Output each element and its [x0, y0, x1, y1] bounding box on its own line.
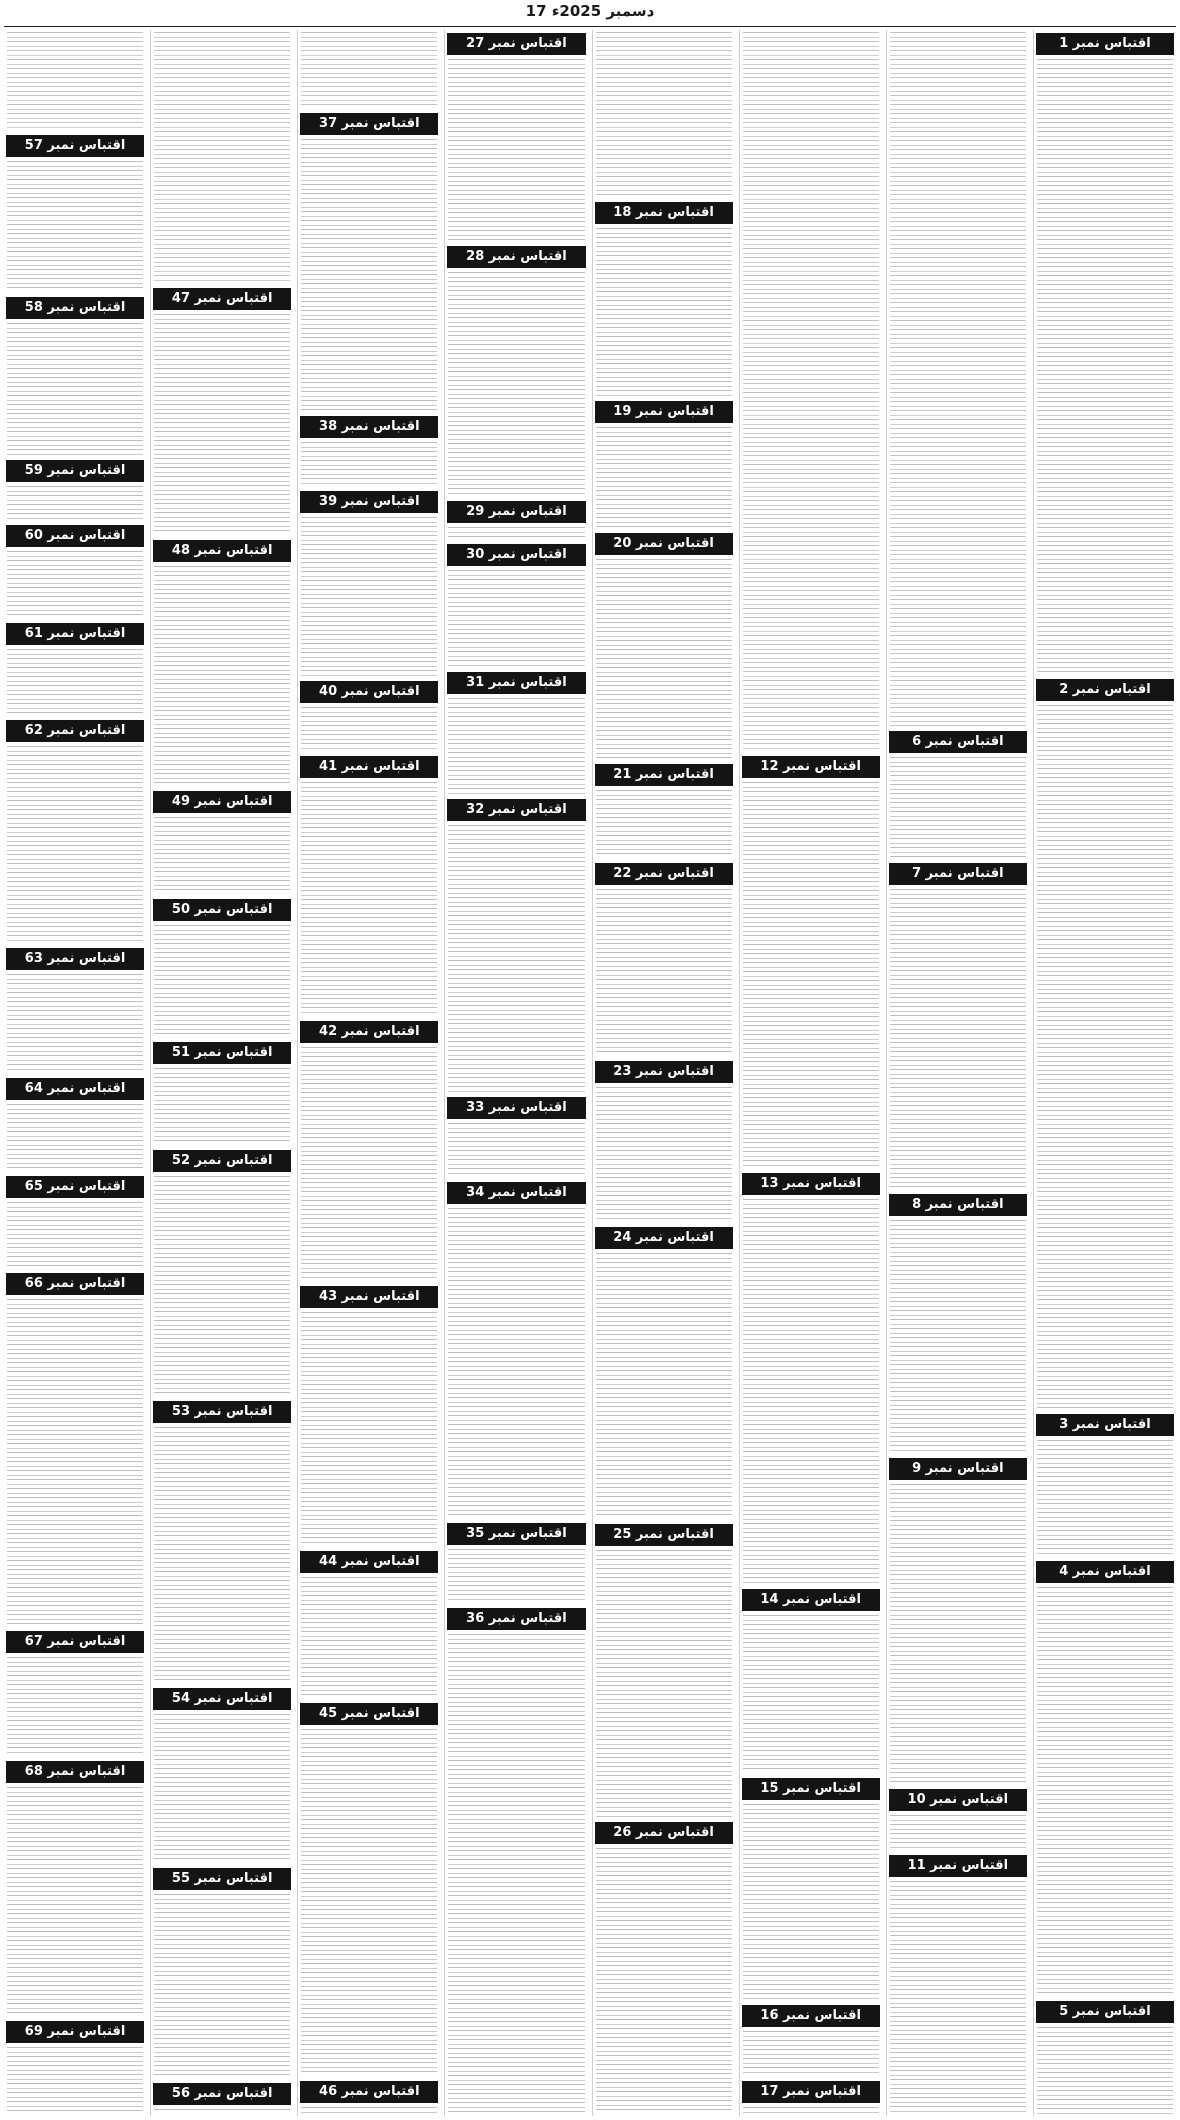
- article-body-text: [300, 515, 438, 677]
- article-heading: اقتباس نمبر 5: [1036, 2001, 1174, 2023]
- article-body-text: [889, 1482, 1027, 1785]
- page-column: [444, 30, 587, 2116]
- article-body-text: [1036, 1438, 1174, 1558]
- quote-article: [1036, 1998, 1174, 2116]
- quote-article: [447, 243, 585, 498]
- article-heading: اقتباس نمبر 55: [153, 1868, 291, 1890]
- article-heading: اقتباس نمبر 23: [595, 1061, 733, 1083]
- quote-article: [742, 2002, 880, 2078]
- article-body-text: [153, 1066, 291, 1147]
- article-body-text: [447, 525, 585, 541]
- article-body-text: [6, 484, 144, 522]
- article-heading: اقتباس نمبر 28: [447, 246, 585, 268]
- article-heading: اقتباس نمبر 19: [595, 401, 733, 423]
- quote-article: [300, 1700, 438, 2079]
- quote-article: [6, 717, 144, 945]
- article-heading: اقتباس نمبر 48: [153, 540, 291, 562]
- article-body-text: [1036, 1585, 1174, 1999]
- article-heading: اقتباس نمبر 56: [153, 2083, 291, 2105]
- article-body-text: [595, 887, 733, 1058]
- article-heading: اقتباس نمبر 49: [153, 791, 291, 813]
- article-body-text: [595, 1548, 733, 1818]
- article-heading: اقتباس نمبر 51: [153, 1042, 291, 1064]
- quote-article: [595, 1819, 733, 2116]
- article-heading: اقتباس نمبر 24: [595, 1227, 733, 1249]
- article-body-text: [447, 696, 585, 797]
- article-body-text: [889, 1879, 1027, 2116]
- page-column: [1033, 30, 1176, 2116]
- article-heading: اقتباس نمبر 45: [300, 1703, 438, 1725]
- article-heading: اقتباس نمبر 6: [889, 731, 1027, 753]
- newspaper-columns: [4, 30, 1176, 2116]
- article-body-text: [595, 425, 733, 530]
- article-heading: اقتباس نمبر 3: [1036, 1414, 1174, 1436]
- quote-article: [742, 1170, 880, 1586]
- article-body-text: [153, 2107, 291, 2116]
- article-body-text: [742, 1613, 880, 1775]
- article-heading: اقتباس نمبر 30: [447, 544, 585, 566]
- quote-article: [6, 2018, 144, 2116]
- quote-article: [6, 132, 144, 295]
- article-body-text: [1036, 2025, 1174, 2116]
- quote-article: [300, 2078, 438, 2116]
- article-body-text: [889, 1218, 1027, 1455]
- quote-article: [447, 1179, 585, 1520]
- quote-article: [742, 1775, 880, 2002]
- article-heading: اقتباس نمبر 41: [300, 756, 438, 778]
- quote-article: [447, 1520, 585, 1605]
- article-body-text: [742, 780, 880, 1169]
- article-body-text: [595, 1251, 733, 1521]
- article-heading: اقتباس نمبر 9: [889, 1458, 1027, 1480]
- quote-article: [6, 945, 144, 1075]
- article-heading: اقتباس نمبر 50: [153, 899, 291, 921]
- article-body-text: [595, 557, 733, 761]
- page-column: [150, 30, 293, 2116]
- article-body-text: [447, 57, 585, 243]
- article-body-text: [742, 2029, 880, 2078]
- quote-article: [595, 199, 733, 397]
- quote-article: [595, 1224, 733, 1521]
- article-heading: اقتباس نمبر 43: [300, 1286, 438, 1308]
- article-heading: اقتباس نمبر 20: [595, 533, 733, 555]
- article-body-text: [6, 1655, 144, 1758]
- article-heading: اقتباس نمبر 69: [6, 2021, 144, 2043]
- quote-article: [153, 1685, 291, 1864]
- quote-article: [6, 522, 144, 620]
- article-heading: اقتباس نمبر 53: [153, 1401, 291, 1423]
- article-heading: اقتباس نمبر 35: [447, 1523, 585, 1545]
- article-body-text: [447, 823, 585, 1094]
- quote-article: [595, 398, 733, 530]
- article-heading: اقتباس نمبر 44: [300, 1551, 438, 1573]
- article-heading: اقتباس نمبر 36: [447, 1608, 585, 1630]
- article-body-text: [742, 2105, 880, 2116]
- quote-article: [153, 1039, 291, 1147]
- article-body-text: [6, 159, 144, 295]
- quote-article: [6, 1173, 144, 1271]
- quote-article: [300, 753, 438, 1018]
- article-body-text: [300, 1045, 438, 1283]
- article-body-text: [153, 564, 291, 788]
- continued-text-block: [889, 30, 1027, 728]
- article-heading: اقتباس نمبر 66: [6, 1273, 144, 1295]
- quote-article: [6, 457, 144, 522]
- article-body-text: [595, 788, 733, 860]
- article-heading: اقتباس نمبر 18: [595, 202, 733, 224]
- article-heading: اقتباس نمبر 12: [742, 756, 880, 778]
- article-heading: اقتباس نمبر 52: [153, 1150, 291, 1172]
- quote-article: [1036, 676, 1174, 1411]
- quote-article: [6, 620, 144, 718]
- article-body-text: [6, 1297, 144, 1628]
- article-body-text: [1036, 57, 1174, 676]
- article-body-text: [595, 226, 733, 397]
- quote-article: [889, 1455, 1027, 1785]
- quote-article: [1036, 1411, 1174, 1558]
- quote-article: [595, 1058, 733, 1223]
- article-body-text: [6, 549, 144, 620]
- continued-text-block: [6, 30, 144, 132]
- article-heading: اقتباس نمبر 1: [1036, 33, 1174, 55]
- quote-article: [889, 860, 1027, 1190]
- quote-article: [300, 1018, 438, 1283]
- quote-article: [1036, 30, 1174, 676]
- article-heading: اقتباس نمبر 34: [447, 1182, 585, 1204]
- article-heading: اقتباس نمبر 11: [889, 1855, 1027, 1877]
- article-body-text: [6, 744, 144, 945]
- continued-text-block: [742, 30, 880, 753]
- article-heading: اقتباس نمبر 67: [6, 1631, 144, 1653]
- quote-article: [6, 1075, 144, 1173]
- article-body-text: [153, 815, 291, 896]
- quote-article: [447, 498, 585, 541]
- article-heading: اقتباس نمبر 25: [595, 1524, 733, 1546]
- article-heading: اقتباس نمبر 58: [6, 297, 144, 319]
- issue-date: 17 دسمبر 2025ء: [525, 2, 655, 20]
- quote-article: [595, 761, 733, 860]
- article-body-text: [153, 1892, 291, 2080]
- quote-article: [153, 1398, 291, 1685]
- page-column: [886, 30, 1029, 2116]
- article-body-text: [889, 887, 1027, 1190]
- quote-article: [447, 541, 585, 669]
- article-heading: اقتباس نمبر 68: [6, 1761, 144, 1783]
- quote-article: [595, 530, 733, 761]
- article-body-text: [447, 1206, 585, 1520]
- article-body-text: [153, 923, 291, 1040]
- quote-article: [595, 1521, 733, 1818]
- quote-article: [153, 1865, 291, 2080]
- article-heading: اقتباس نمبر 17: [742, 2081, 880, 2103]
- article-heading: اقتباس نمبر 4: [1036, 1561, 1174, 1583]
- quote-article: [889, 1191, 1027, 1455]
- article-body-text: [300, 440, 438, 489]
- quote-article: [6, 1628, 144, 1758]
- article-heading: اقتباس نمبر 29: [447, 501, 585, 523]
- quote-article: [447, 1094, 585, 1179]
- article-heading: اقتباس نمبر 47: [153, 288, 291, 310]
- article-body-text: [6, 2045, 144, 2116]
- article-heading: اقتباس نمبر 59: [6, 460, 144, 482]
- quote-article: [153, 537, 291, 788]
- article-body-text: [153, 312, 291, 536]
- article-body-text: [595, 1846, 733, 2116]
- quote-article: [300, 1283, 438, 1548]
- article-heading: اقتباس نمبر 40: [300, 681, 438, 703]
- article-heading: اقتباس نمبر 16: [742, 2005, 880, 2027]
- quote-article: [153, 2080, 291, 2116]
- article-body-text: [889, 755, 1027, 860]
- article-heading: اقتباس نمبر 15: [742, 1778, 880, 1800]
- article-body-text: [300, 1727, 438, 2079]
- article-body-text: [447, 1547, 585, 1605]
- continued-text-block: [300, 30, 438, 110]
- quote-article: [447, 30, 585, 243]
- article-body-text: [447, 568, 585, 669]
- article-body-text: [742, 1197, 880, 1586]
- article-heading: اقتباس نمبر 39: [300, 491, 438, 513]
- quote-article: [595, 860, 733, 1058]
- article-heading: اقتباس نمبر 60: [6, 525, 144, 547]
- quote-article: [153, 1147, 291, 1398]
- article-body-text: [6, 972, 144, 1075]
- article-body-text: [300, 2105, 438, 2116]
- article-body-text: [447, 270, 585, 498]
- article-body-text: [6, 1200, 144, 1271]
- header-divider: [4, 26, 1176, 27]
- article-body-text: [6, 647, 144, 718]
- article-heading: اقتباس نمبر 7: [889, 863, 1027, 885]
- article-heading: اقتباس نمبر 13: [742, 1173, 880, 1195]
- article-body-text: [300, 1575, 438, 1699]
- article-heading: اقتباس نمبر 42: [300, 1021, 438, 1043]
- article-heading: اقتباس نمبر 10: [889, 1789, 1027, 1811]
- article-heading: اقتباس نمبر 64: [6, 1078, 144, 1100]
- article-body-text: [153, 1174, 291, 1398]
- article-heading: اقتباس نمبر 22: [595, 863, 733, 885]
- article-heading: اقتباس نمبر 61: [6, 623, 144, 645]
- article-body-text: [595, 1085, 733, 1223]
- article-heading: اقتباس نمبر 33: [447, 1097, 585, 1119]
- quote-article: [889, 1852, 1027, 2116]
- article-body-text: [300, 780, 438, 1018]
- page-column: [739, 30, 882, 2116]
- article-body-text: [300, 705, 438, 754]
- page-column: [592, 30, 735, 2116]
- article-heading: اقتباس نمبر 37: [300, 113, 438, 135]
- article-body-text: [153, 1425, 291, 1685]
- continued-text-block: [153, 30, 291, 285]
- article-heading: اقتباس نمبر 32: [447, 799, 585, 821]
- quote-article: [447, 796, 585, 1094]
- article-heading: اقتباس نمبر 2: [1036, 679, 1174, 701]
- page-column: [297, 30, 440, 2116]
- article-heading: اقتباس نمبر 38: [300, 416, 438, 438]
- quote-article: [153, 896, 291, 1040]
- article-body-text: [300, 137, 438, 413]
- quote-article: [6, 1270, 144, 1628]
- page-column: [4, 30, 146, 2116]
- article-body-text: [6, 1785, 144, 2018]
- article-body-text: [1036, 703, 1174, 1411]
- article-body-text: [153, 1712, 291, 1864]
- article-heading: اقتباس نمبر 21: [595, 764, 733, 786]
- article-body-text: [742, 1802, 880, 2002]
- article-heading: اقتباس نمبر 57: [6, 135, 144, 157]
- quote-article: [300, 110, 438, 413]
- quote-article: [6, 294, 144, 457]
- article-heading: اقتباس نمبر 8: [889, 1194, 1027, 1216]
- quote-article: [300, 413, 438, 489]
- quote-article: [300, 1548, 438, 1699]
- quote-article: [1036, 1558, 1174, 1999]
- article-body-text: [6, 321, 144, 457]
- article-heading: اقتباس نمبر 65: [6, 1176, 144, 1198]
- article-body-text: [6, 1102, 144, 1173]
- quote-article: [889, 1786, 1027, 1852]
- article-heading: اقتباس نمبر 46: [300, 2081, 438, 2103]
- quote-article: [300, 678, 438, 754]
- article-heading: اقتباس نمبر 31: [447, 672, 585, 694]
- quote-article: [742, 753, 880, 1169]
- quote-article: [300, 488, 438, 677]
- article-body-text: [889, 1813, 1027, 1852]
- article-heading: اقتباس نمبر 62: [6, 720, 144, 742]
- article-heading: اقتباس نمبر 26: [595, 1822, 733, 1844]
- article-body-text: [447, 1632, 585, 2116]
- quote-article: [889, 728, 1027, 860]
- quote-article: [153, 788, 291, 896]
- continued-text-block: [595, 30, 733, 199]
- quote-article: [742, 1586, 880, 1775]
- article-body-text: [300, 1310, 438, 1548]
- quote-article: [153, 285, 291, 536]
- article-heading: اقتباس نمبر 14: [742, 1589, 880, 1611]
- quote-article: [447, 1605, 585, 2116]
- article-heading: اقتباس نمبر 63: [6, 948, 144, 970]
- quote-article: [6, 1758, 144, 2018]
- article-heading: اقتباس نمبر 54: [153, 1688, 291, 1710]
- quote-article: [447, 669, 585, 797]
- article-heading: اقتباس نمبر 27: [447, 33, 585, 55]
- article-body-text: [447, 1121, 585, 1179]
- quote-article: [742, 2078, 880, 2116]
